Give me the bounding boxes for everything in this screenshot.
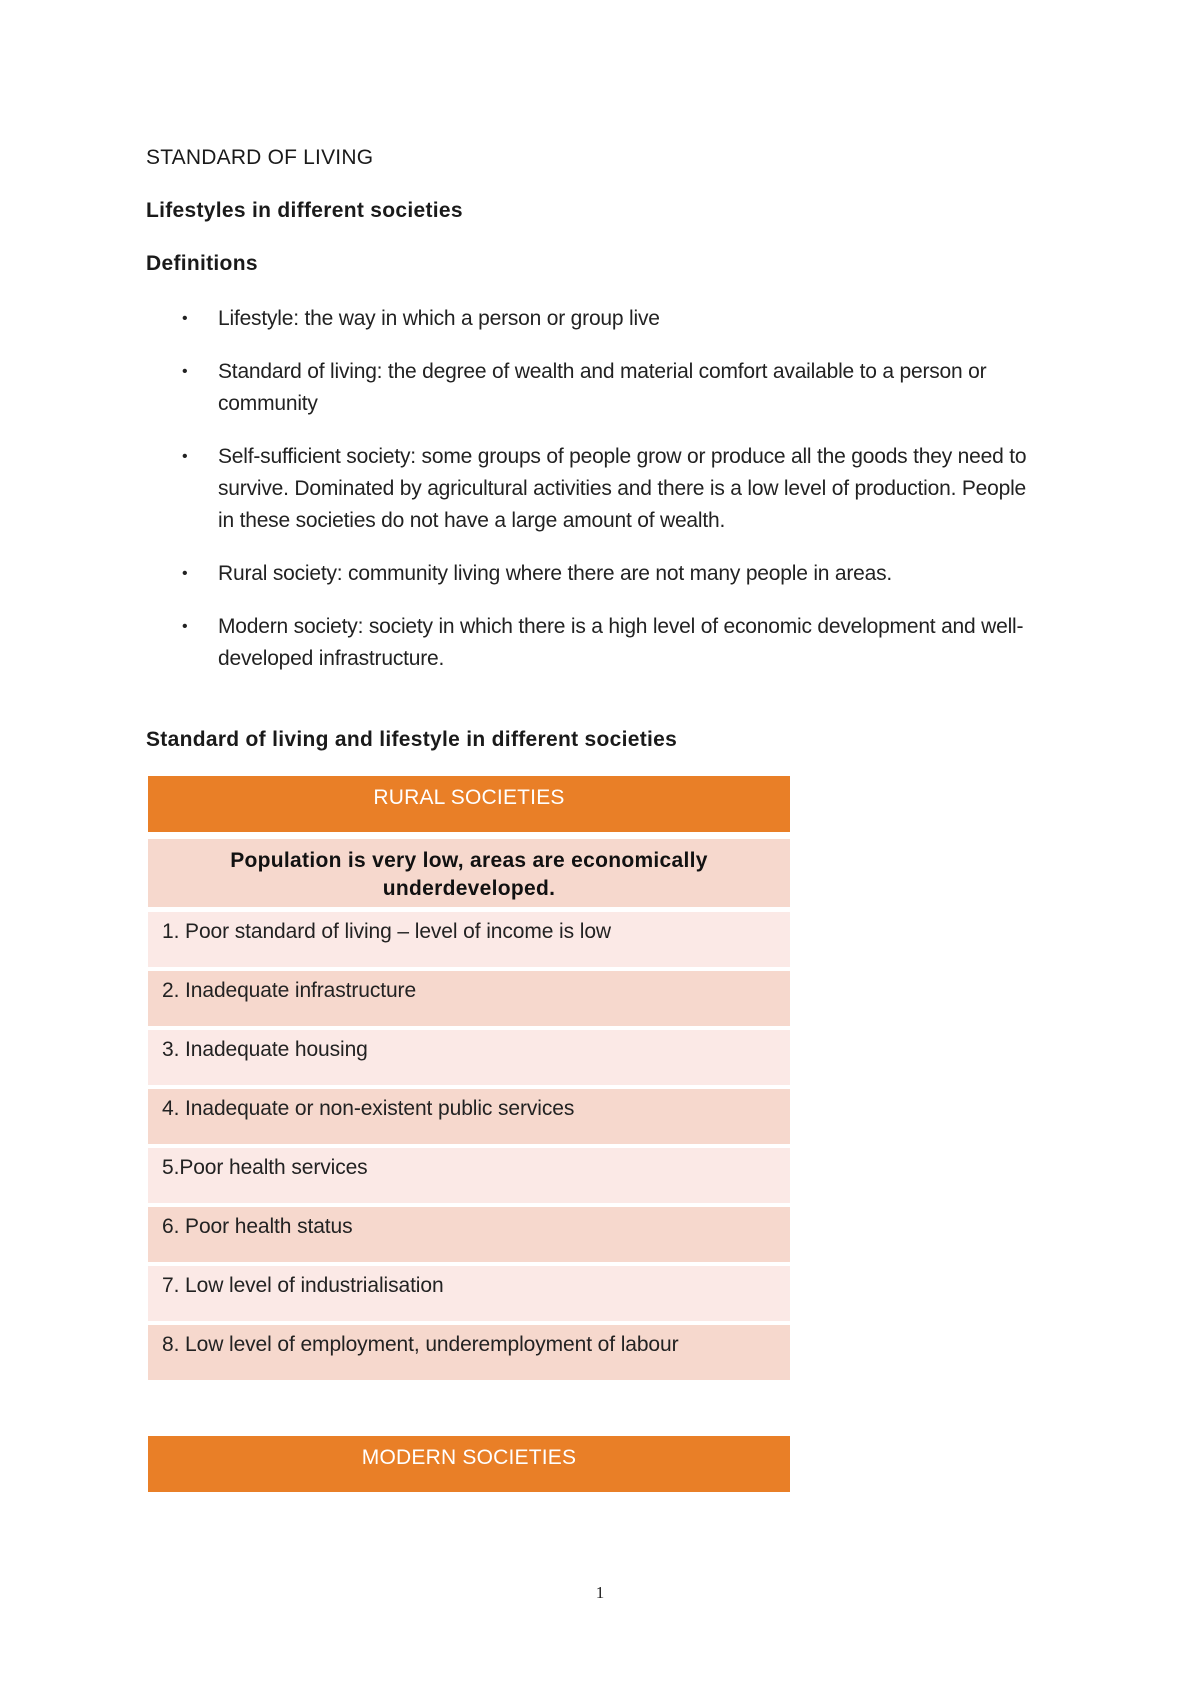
- table-row: 8. Low level of employment, underemployment of labour: [148, 1325, 790, 1380]
- rural-table-header: RURAL SOCIETIES: [148, 776, 790, 832]
- rural-table-intro: Population is very low, areas are economically underdeveloped.: [148, 839, 790, 907]
- definition-text: Self-sufficient society: some groups of people grow or produce all the goods they need to survive. Dominated by agricultural activities and there is a low level of production. People in these societies do not have a large amount of wealth.: [218, 445, 1027, 532]
- table-row: 7. Low level of industrialisation: [148, 1266, 790, 1321]
- bullet-icon: •: [182, 565, 188, 582]
- definition-item: [146, 441, 1046, 537]
- table-row: 2. Inadequate infrastructure: [148, 971, 790, 1026]
- definition-text: Standard of living: the degree of wealth and material comfort available to a person or community: [218, 360, 987, 415]
- definition-item: [146, 611, 1046, 675]
- definition-item: [146, 558, 1046, 590]
- table-row: 3. Inadequate housing: [148, 1030, 790, 1085]
- table-row: 4. Inadequate or non-existent public services: [148, 1089, 790, 1144]
- definition-item: [146, 303, 1046, 335]
- definition-text: Rural society: community living where there are not many people in areas.: [218, 562, 893, 585]
- definitions-heading: Definitions: [146, 252, 258, 275]
- table-section-heading: Standard of living and lifestyle in different societies: [146, 728, 678, 751]
- table-row: 5.Poor health services: [148, 1148, 790, 1203]
- table-row: 1. Poor standard of living – level of income is low: [148, 912, 790, 967]
- section-subtitle: Lifestyles in different societies: [146, 199, 463, 222]
- bullet-icon: •: [182, 310, 188, 327]
- table-row: 6. Poor health status: [148, 1207, 790, 1262]
- document-title: STANDARD OF LIVING: [146, 146, 374, 169]
- definitions-list: [146, 303, 1046, 696]
- definition-text: Modern society: society in which there is a high level of economic development and well-developed infrastructure.: [218, 615, 1024, 670]
- definition-item: [146, 356, 1046, 420]
- bullet-icon: •: [182, 618, 188, 635]
- page-number: 1: [595, 1583, 605, 1602]
- modern-table-header: MODERN SOCIETIES: [148, 1436, 790, 1492]
- bullet-icon: •: [182, 448, 188, 465]
- definition-text: Lifestyle: the way in which a person or group live: [218, 307, 660, 330]
- bullet-icon: •: [182, 363, 188, 380]
